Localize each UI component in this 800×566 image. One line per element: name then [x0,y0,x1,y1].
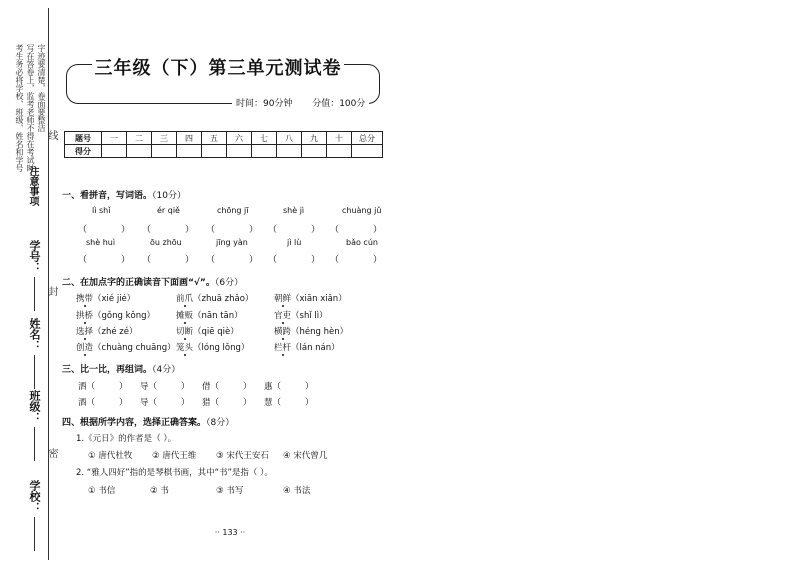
answer-blank[interactable]: （ ） [330,255,382,265]
notice-line-2: 写在答卷上，监考老师不得在考试时 [26,44,35,172]
compare-cell[interactable]: 借（ ） [202,382,252,392]
answer-blank[interactable]: （ ） [142,255,194,265]
pinyin: jīng yàn [216,238,248,247]
exam-time: 时间：90分钟 [236,99,293,109]
option[interactable]: ③ 宋代王安石 [216,451,269,461]
score-cell[interactable] [252,145,277,158]
option[interactable]: ① 唐代杜牧 [88,451,133,461]
compare-cell[interactable]: 酒（ ） [78,398,128,408]
reading-word: 切断 [176,327,194,337]
option[interactable]: ① 书信 [88,486,116,496]
score-col: 五 [202,132,227,145]
section-3-points: （4分） [152,365,181,375]
class-label: 班级： [28,390,41,423]
section-1-title [62,188,186,201]
answer-blank[interactable]: （ ） [78,225,130,235]
option[interactable]: ③ 书写 [216,486,244,496]
reading-options[interactable]: （chuàng chuāng） [93,343,176,353]
section-2-title [62,275,243,288]
answer-blank[interactable]: （ ） [206,225,258,235]
option[interactable]: ② 唐代王维 [152,451,197,461]
reading-options[interactable]: （xiān xiǎn） [291,294,347,304]
score-cell[interactable] [302,145,327,158]
score-cell[interactable] [327,145,352,158]
score-table-header-row [65,132,383,145]
score-col-total: 总分 [352,132,383,145]
pinyin: jì lù [287,238,302,247]
score-cell[interactable] [202,145,227,158]
reading-options[interactable]: （qiē qiè） [193,327,239,337]
compare-cell[interactable]: 洒（ ） [78,382,128,392]
binding-char-seal: 封 [46,286,57,296]
compare-cell[interactable]: 慧（ ） [264,398,314,408]
score-col: 三 [152,132,177,145]
question-1: 1.《元日》的作者是（ ）。 [76,434,177,444]
answer-blank[interactable]: （ ） [268,225,320,235]
score-col: 六 [227,132,252,145]
compare-cell[interactable]: 惠（ ） [264,382,314,392]
section-1-points: （10分） [152,191,186,201]
score-cell[interactable] [177,145,202,158]
reading-options[interactable]: （lán nán） [291,343,340,353]
reading-item[interactable] [176,292,253,304]
reading-options[interactable]: （gǒng kǒng） [93,311,156,321]
section-2-heading: 二、在加点字的正确读音下面画“√”。 [62,278,215,288]
reading-word: 选择 [76,327,94,337]
score-col: 十 [327,132,352,145]
section-4-points: （8分） [206,418,235,428]
exam-meta [232,96,369,109]
section-4-title [62,415,234,428]
notice-line-3: 字迹要清楚，卷面要整洁 [37,44,46,132]
pinyin: lì shǐ [92,206,111,215]
binding-char-line: 线 [46,130,57,140]
reading-item[interactable] [274,341,340,353]
reading-item[interactable] [76,292,135,304]
school-label: 学校： [28,480,41,513]
score-cell[interactable] [152,145,177,158]
reading-item[interactable] [76,309,155,321]
reading-word: 摊贩 [176,311,194,321]
pinyin: chōng jī [217,206,249,215]
score-cell[interactable] [127,145,152,158]
student-id-field[interactable] [26,240,42,311]
reading-item[interactable] [76,325,138,337]
score-cell[interactable] [352,145,383,158]
reading-options[interactable]: （zhuā zhǎo） [193,294,254,304]
reading-item[interactable] [274,292,347,304]
score-table [64,131,383,158]
reading-word: 携带 [76,294,94,304]
score-col: 一 [102,132,127,145]
reading-item[interactable] [274,325,348,337]
page-title: 三年级（下）第三单元测试卷 [94,58,342,79]
pinyin: ér qiě [157,206,180,215]
score-col: 二 [127,132,152,145]
reading-item[interactable] [274,309,328,321]
reading-options[interactable]: （zhé zé） [93,327,138,337]
answer-blank[interactable]: （ ） [78,255,130,265]
notice-title: 注意事项 [27,166,38,206]
answer-blank[interactable]: （ ） [268,255,320,265]
reading-item[interactable] [176,309,243,321]
page-number: ·· 133 ·· [214,528,246,537]
reading-word: 拱桥 [76,311,94,321]
score-table-row-label: 题号 [65,132,102,145]
answer-blank[interactable]: （ ） [330,225,382,235]
reading-options[interactable]: （héng hèn） [291,327,349,337]
reading-item[interactable] [176,341,249,353]
exam-score: 分值：100分 [312,99,366,109]
pinyin: bǎo cún [346,238,378,247]
compare-row-1 [78,380,326,392]
compare-cell[interactable]: 导（ ） [140,398,190,408]
pinyin: shè huì [86,238,116,247]
option[interactable]: ④ 书法 [283,486,311,496]
pinyin: chuàng jǔ [342,206,382,215]
score-cell[interactable] [102,145,127,158]
score-col: 四 [177,132,202,145]
score-table-row-label: 得分 [65,145,102,158]
section-4-heading: 四、根据所学内容，选择正确答案。 [62,418,207,428]
reading-options[interactable]: （shǐ lì） [291,311,328,321]
binding-line [48,8,49,560]
reading-word: 朝鲜 [274,294,292,304]
score-cell[interactable] [227,145,252,158]
reading-options[interactable]: （nān tān） [193,311,243,321]
score-col: 八 [277,132,302,145]
score-cell[interactable] [277,145,302,158]
school-field[interactable] [26,480,42,551]
section-3-heading: 三、比一比，再组词。 [62,365,153,375]
pinyin: ōu zhōu [150,238,182,247]
name-label: 姓名： [28,318,41,351]
score-table-score-row [65,145,383,158]
answer-blank[interactable]: （ ） [142,225,194,235]
compare-row-2 [78,396,326,408]
section-2-points: （6分） [214,278,244,288]
compare-cell[interactable]: 猎（ ） [202,398,252,408]
class-field[interactable] [26,390,42,461]
section-1-heading: 一、看拼音，写词语。 [62,191,153,201]
compare-cell[interactable]: 导（ ） [140,382,190,392]
reading-word: 栏杆 [274,343,292,353]
reading-options[interactable]: （lóng lǒng） [193,343,250,353]
score-col: 九 [302,132,327,145]
reading-item[interactable] [176,325,239,337]
reading-word: 创造 [76,343,94,353]
reading-item[interactable] [76,341,176,353]
student-id-label: 学号： [28,240,41,273]
option[interactable]: ② 书 [150,486,169,496]
reading-word: 前爪 [176,294,194,304]
name-field[interactable] [26,318,42,389]
question-2: 2. “雅人四好”指的是琴棋书画，其中“书”是指（ ）。 [76,468,273,478]
option[interactable]: ④ 宋代曾几 [283,451,328,461]
binding-char-tight: 密 [46,448,57,458]
reading-word: 笼头 [176,343,194,353]
pinyin: shè jì [283,206,305,215]
section-3-title [62,362,180,375]
reading-word: 横跨 [274,327,292,337]
reading-options[interactable]: （xié jié） [93,294,136,304]
answer-blank[interactable]: （ ） [206,255,258,265]
notice-line-1: 考生务必将学校、班级、姓名和学号 [15,44,24,172]
reading-word: 官吏 [274,311,292,321]
score-col: 七 [252,132,277,145]
